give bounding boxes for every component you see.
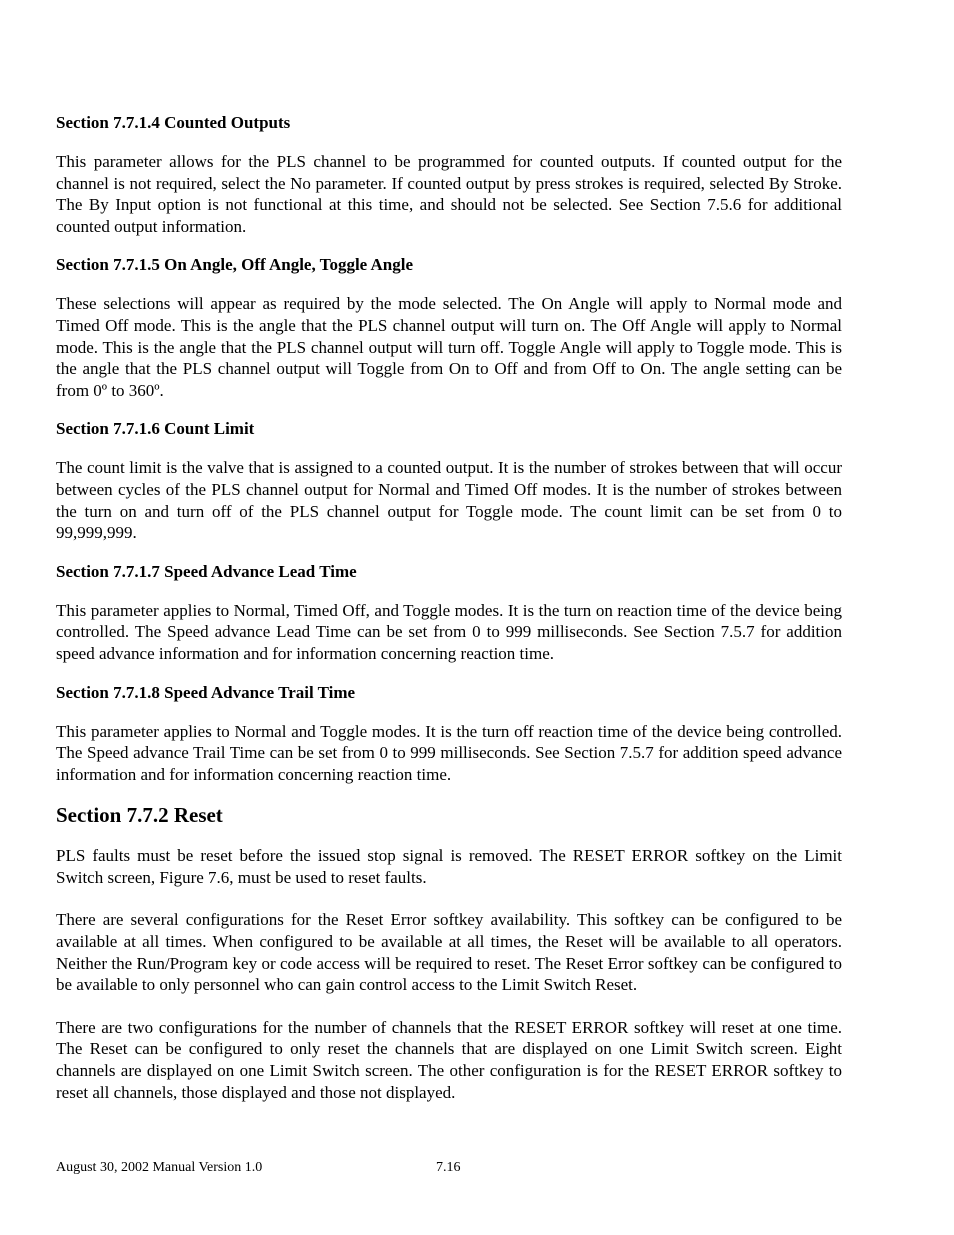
paragraph-count-limit: The count limit is the valve that is assigned to a counted output. It is the number of strokes between that will occur between cycles of the PLS channel output for Normal and Timed Off modes. It is the number of strokes between the turn on and turn off of the PLS channel output for Toggle mode. The count limit can be set from 0 to 99,999,999. [56,458,842,543]
footer-date-version: August 30, 2002 Manual Version 1.0 [56,1160,263,1175]
paragraph-reset-channels: There are two configurations for the number of channels that the RESET ERROR softkey will reset at one time. The Reset can be configured to only reset the channels that are displayed on one Limit Switch screen. Eight channels are displayed on one Limit Switch screen. The other configuration is for the RESET ERROR softkey to reset all channels, those displayed and those not displayed. [56,1017,842,1102]
heading-speed-advance-lead-time: Section 7.7.1.7 Speed Advance Lead Time [56,561,357,581]
heading-counted-outputs: Section 7.7.1.4 Counted Outputs [56,113,291,132]
paragraph-reset-faults: PLS faults must be reset before the issued stop signal is removed. The RESET ERROR softkey on the Limit Switch screen, Figure 7.6, must be used to reset faults. [56,846,842,887]
heading-count-limit: Section 7.7.1.6 Count Limit [56,419,255,439]
footer-page-number: 7.16 [436,1160,461,1175]
paragraph-counted-outputs: This parameter allows for the PLS channel to be programmed for counted outputs. If counted output for the channel is not required, select the No parameter. If counted output by press strokes is required, selected By Stroke. The By Input option is not functional at this time, and should not be selected. See Section 7.5.6 for additional counted output information. [56,152,842,236]
page-content [56,112,842,1120]
heading-on-off-toggle-angle: Section 7.7.1.5 On Angle, Off Angle, Toggle Angle [56,255,414,275]
heading-speed-advance-trail-time: Section 7.7.1.8 Speed Advance Trail Time [56,682,356,702]
paragraph-speed-advance-trail-time: This parameter applies to Normal and Toggle modes. It is the turn off reaction time of the device being controlled. The Speed advance Trail Time can be set from 0 to 999 milliseconds. See Section 7.5.7 for addition speed advance information and for information concerning reaction time. [56,721,842,784]
paragraph-on-off-toggle-angle: These selections will appear as required by the mode selected. The On Angle will apply to Normal mode and Timed Off mode. This is the angle that the PLS channel output will turn on. The Off Angle will apply to Normal mode. This is the angle that the PLS channel output will turn off. Toggle Angle will apply to Toggle mode. This is the angle that the PLS channel output will Toggle from On to Off and from Off to On. The angle setting can be from 0º to 360º. [56,294,842,400]
paragraph-reset-availability: There are several configurations for the Reset Error softkey availability. This softkey can be configured to be available at all times. When configured to be available at all times, the Reset will be available to all operators. Neither the Run/Program key or code access will be required to reset. The Reset Error softkey can be configured to be available to only personnel who can gain control access to the Limit Switch Reset. [56,910,842,995]
paragraph-speed-advance-lead-time: This parameter applies to Normal, Timed Off, and Toggle modes. It is the turn on reaction time of the device being controlled. The Speed advance Lead Time can be set from 0 to 999 milliseconds. See Section 7.5.7 for addition speed advance information and for information concerning reaction time. [56,600,842,663]
heading-reset: Section 7.7.2 Reset [56,803,223,828]
